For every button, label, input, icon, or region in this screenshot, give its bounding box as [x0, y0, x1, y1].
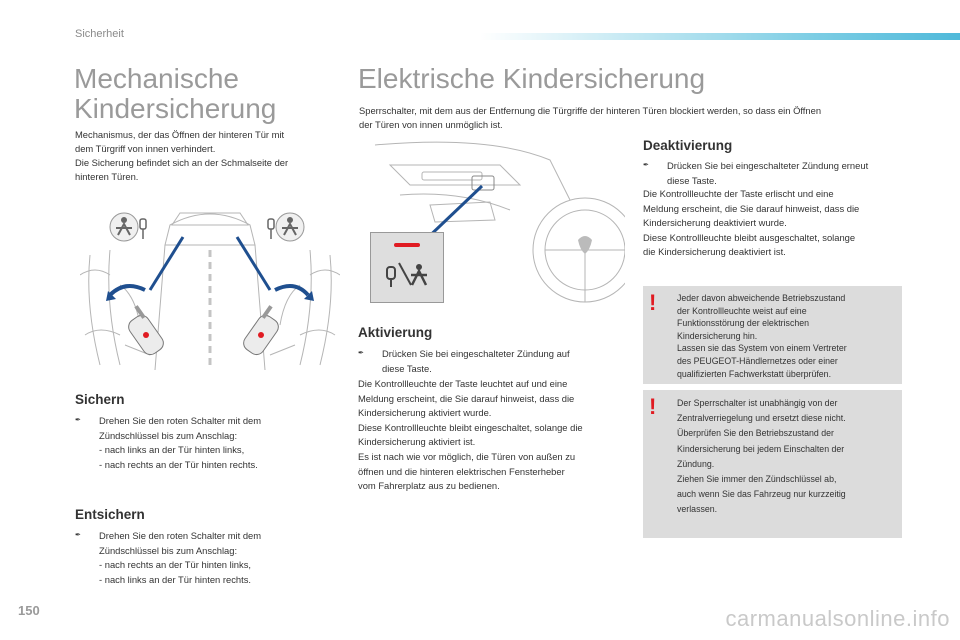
text-line: verlassen. [677, 504, 718, 515]
rear-door-illustration [80, 195, 340, 370]
activation-body [358, 377, 628, 494]
list-item: - nach rechts an der Tür hinten links, [99, 559, 251, 570]
text-line: Die Kontrollleuchte der Taste leuchtet auf und eine [358, 378, 568, 389]
list-item: - nach links an der Tür hinten links, [99, 444, 245, 455]
text-line: der Kontrollleuchte weist auf eine [677, 305, 807, 316]
bullet-icon: ✒ [75, 532, 81, 539]
text-line: Drücken Sie bei eingeschalteter Zündung auf [382, 348, 570, 359]
text-line: Zündschlüssel bis zum Anschlag: [99, 544, 238, 556]
deactivation-instructions [643, 159, 918, 188]
watermark: carmanualsonline.info [725, 606, 950, 631]
lock-subtitle: Sichern [75, 392, 125, 407]
child-lock-button-zoom [370, 232, 444, 303]
text-line: diese Taste. [382, 362, 432, 374]
text-line: Jeder davon abweichende Betriebszustand [677, 293, 846, 303]
text-line: Die Kontrollleuchte der Taste erlischt und eine [643, 188, 834, 199]
bullet-icon: ✒ [643, 162, 649, 169]
text-line: Kindersicherung deaktiviert wurde. [643, 217, 787, 229]
text-line: Kindersicherung hin. [677, 330, 758, 341]
mechanical-intro [75, 128, 335, 184]
text-line: Kindersicherung aktiviert wurde. [358, 407, 492, 419]
text-line: Diese Kontrollleuchte bleibt ausgeschaltet, solange [643, 231, 856, 243]
deactivation-subtitle: Deaktivierung [643, 138, 733, 153]
bullet-icon: ✒ [358, 350, 364, 357]
child-lock-unlocked-icon [268, 213, 304, 241]
warning-text [677, 292, 899, 380]
electric-intro [359, 104, 919, 132]
text-line: auch wenn Sie das Fahrzeug nur kurzzeitig [677, 489, 846, 500]
unlock-subtitle: Entsichern [75, 507, 145, 522]
text-line: öffnen und die hinteren elektrischen Fensterheber [358, 465, 565, 477]
indicator-led [394, 243, 420, 247]
text-line: der Türen von innen unmöglich ist. [359, 119, 503, 130]
text-line: vom Fahrerplatz aus zu bedienen. [358, 480, 500, 492]
text-line: Es ist nach wie vor möglich, die Türen von außen zu [358, 450, 576, 462]
text-line: Meldung erscheint, die Sie darauf hinweist, dass die [358, 392, 575, 404]
child-lock-button-icon [385, 259, 431, 289]
text-line: Kindersicherung bei jedem Einschalten der [677, 443, 845, 454]
text-line: Zentralverriegelung und ersetzt diese nicht. [677, 413, 846, 424]
child-lock-locked-icon [110, 213, 146, 241]
text-line: Ziehen Sie immer den Zündschlüssel ab, [677, 474, 837, 485]
text-line: Drücken Sie bei eingeschalteter Zündung erneut [667, 160, 869, 171]
text-line: Die Sicherung befindet sich an der Schmalseite der [75, 157, 289, 168]
list-item: - nach rechts an der Tür hinten rechts. [99, 458, 258, 470]
page-number: 150 [18, 603, 40, 618]
text-line: Der Sperrschalter ist unabhängig von der [677, 398, 838, 408]
list-item: - nach links an der Tür hinten rechts. [99, 573, 251, 585]
text-line: Diese Kontrollleuchte bleibt eingeschaltet, solange die [358, 421, 583, 433]
text-line: Kindersicherung aktiviert ist. [358, 436, 476, 448]
text-line: Zündung. [677, 458, 715, 469]
text-line: Lassen sie das System von einem Vertreter [677, 343, 847, 354]
title-line: Mechanische [74, 63, 239, 94]
text-line: des PEUGEOT-Händlernetzes oder einer [677, 355, 838, 366]
text-line: Sperrschalter, mit dem aus der Entfernung die Türgriffe der hinteren Türen blockiert werden, so dass ein Öffnen [359, 105, 822, 116]
text-line: qualifizierten Fachwerkstatt überprüfen. [677, 368, 832, 379]
text-line: Zündschlüssel bis zum Anschlag: [99, 429, 238, 441]
text-line: Drehen Sie den roten Schalter mit dem [99, 530, 262, 541]
text-line: dem Türgriff von innen verhindert. [75, 143, 216, 154]
text-line: Meldung erscheint, die Sie darauf hinweist, dass die [643, 202, 860, 214]
text-line: diese Taste. [667, 174, 717, 186]
warning-exclamation-icon: ! [649, 290, 657, 315]
text-line: Überprüfen Sie den Betriebszustand der [677, 428, 834, 439]
text-line: Funktionsstörung der elektrischen [677, 318, 810, 329]
activation-instructions [358, 347, 628, 376]
electric-child-lock-title: Elektrische Kindersicherung [358, 63, 706, 94]
warning-box-malfunction [643, 286, 902, 384]
text-line: hinteren Türen. [75, 171, 139, 182]
section-label: Sicherheit [75, 28, 124, 40]
title-line: Kindersicherung [74, 93, 277, 125]
warning-exclamation-icon: ! [649, 394, 657, 419]
warning-text [677, 396, 899, 518]
text-line: Drehen Sie den roten Schalter mit dem [99, 415, 262, 426]
header-accent-bar [480, 33, 960, 40]
activation-subtitle: Aktivierung [358, 325, 433, 340]
lock-instructions [75, 414, 335, 472]
unlock-instructions [75, 529, 335, 587]
warning-box-independence [643, 390, 902, 538]
bullet-icon: ✒ [75, 417, 81, 424]
mechanical-child-lock-title [74, 64, 334, 124]
text-line: die Kindersicherung deaktiviert ist. [643, 246, 786, 258]
text-line: Mechanismus, der das Öffnen der hinteren Tür mit [75, 129, 285, 140]
deactivation-body [643, 187, 918, 260]
